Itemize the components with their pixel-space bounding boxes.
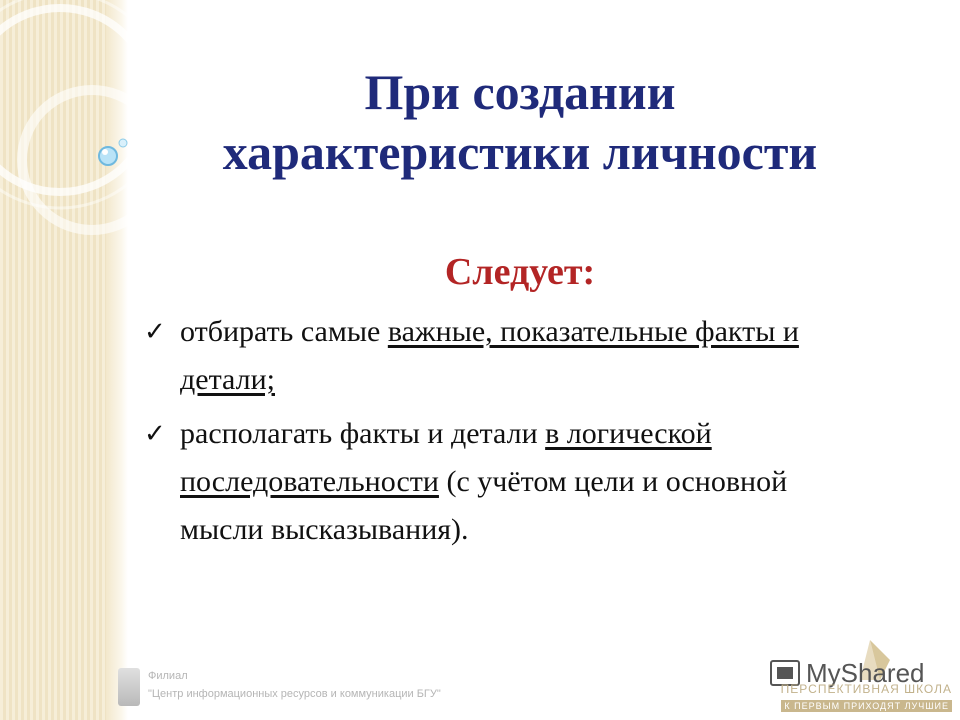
list-item — [140, 308, 860, 404]
slide-subtitle: Следует: — [444, 251, 596, 293]
decorative-rings — [0, 0, 180, 320]
list-item — [140, 410, 860, 554]
slide-title — [160, 62, 880, 182]
bullet-emphasis: важные, показательные факты и детали; — [180, 315, 799, 396]
school-slogan: К ПЕРВЫМ ПРИХОДЯТ ЛУЧШИЕ — [781, 700, 952, 712]
checkmark-icon: ✓ — [144, 419, 166, 448]
school-name: ПЕРСПЕКТИВНАЯ ШКОЛА — [780, 682, 952, 696]
bubble-icon — [99, 139, 127, 165]
school-brand — [732, 682, 952, 714]
bullet-text: располагать факты и детали — [180, 417, 546, 450]
bullet-text-tail: (с учётом цели и основной мысли высказывания). — [180, 465, 788, 546]
bullet-list — [140, 308, 860, 560]
title-line-1: При создании — [364, 64, 676, 120]
bullet-emphasis: в логической последовательности — [180, 417, 712, 498]
bsu-logo-icon — [118, 668, 140, 706]
checkmark-icon: ✓ — [144, 317, 166, 346]
myshared-text: MyShared — [806, 657, 925, 688]
title-line-2: характеристики личности — [222, 124, 818, 180]
footer-org-line-2: "Центр информационных ресурсов и коммуникации БГУ" — [148, 688, 441, 700]
footer-org-line-1: Филиал — [148, 670, 188, 682]
bullet-text: отбирать самые — [180, 315, 388, 348]
